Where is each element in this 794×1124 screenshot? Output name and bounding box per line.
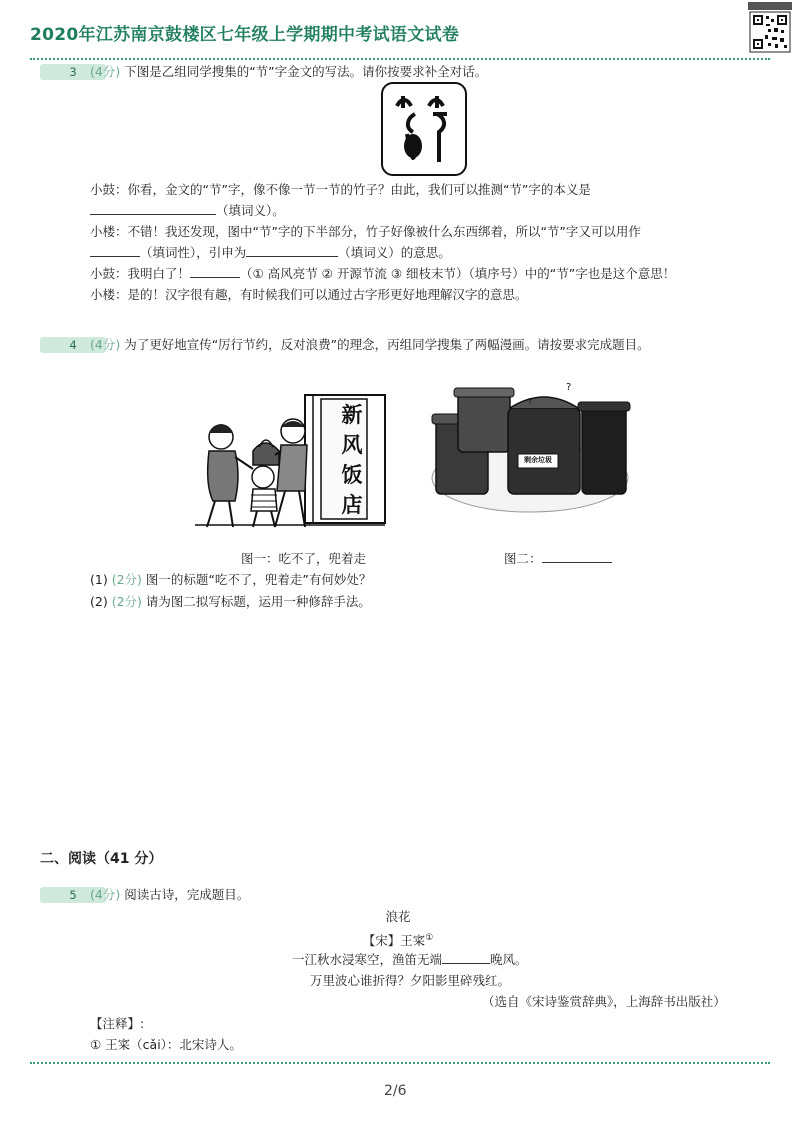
answer-blank[interactable] (90, 201, 216, 215)
poem-line-1: 一江秋水浸寒空，渔笛无端 晚风。 (292, 952, 528, 967)
answer-blank[interactable] (542, 549, 612, 563)
header-divider (30, 58, 770, 60)
dialogue-line-6: 小楼：是的！汉字很有趣，有时候我们可以通过古字形更好地理解汉字的意思。 (90, 287, 528, 302)
section-title: 二、阅读（41 分） (40, 851, 163, 867)
question-points: (4分) (90, 337, 121, 352)
question-number-badge: 4 (40, 337, 106, 353)
question-prompt (90, 335, 650, 355)
qr-code-icon (748, 2, 792, 54)
page-number: 2/6 (384, 1083, 407, 1099)
question-prompt (90, 62, 487, 82)
footnote-mark: ① (425, 933, 434, 943)
dialogue-line-5: 小鼓：我明白了！ （① 高风亮节 ② 开源节流 ③ 细枝末节）（填序号）中的“节”字也是这个意思！ (90, 266, 676, 281)
svg-text:?: ? (528, 397, 533, 406)
question-text: 阅读古诗，完成题目。 (124, 887, 250, 902)
dialogue-line-4: （填词性），引申为 （填词义）的意思。 (90, 243, 451, 263)
sub-question-1: (1) (2分) 图一的标题“吃不了，兜着走”有何妙处？ (90, 572, 372, 587)
poem-line-2: 万里波心谁折得？夕阳影里碎残红。 (310, 973, 511, 988)
note-item: ① 王寀（cǎi）：北宋诗人。 (90, 1037, 242, 1052)
dialogue-line-2: （填词义）。 (90, 201, 285, 221)
jinwen-jie-character (381, 82, 467, 176)
cartoon-garbage-bins-image (430, 378, 636, 516)
answer-blank[interactable] (90, 243, 140, 257)
question-number-badge: 5 (40, 887, 106, 903)
poem-source: （选自《宋诗鉴赏辞典》，上海辞书出版社） (482, 994, 726, 1009)
question-prompt (90, 885, 249, 905)
cartoon2-caption: 图二： (504, 549, 612, 569)
document-title: 2020年江苏南京鼓楼区七年级上学期期中考试语文试卷 (30, 25, 460, 45)
dialogue-line-3: 小楼：不错！我还发现，图中“节”字的下半部分，竹子好像被什么东西绑着，所以“节”字又可以用作 (90, 224, 641, 239)
question-number-badge: 3 (40, 64, 106, 80)
question-text: 下图是乙组同学搜集的“节”字金文的写法。请你按要求补全对话。 (124, 64, 488, 79)
restaurant-sign: 新风饭店 (341, 402, 363, 517)
answer-blank[interactable] (442, 950, 490, 964)
question-points: (4分) (90, 887, 121, 902)
dialogue-line-1: 小鼓：你看，金文的“节”字，像不像一节一节的竹子？由此，我们可以推测“节”字的本义是 (90, 182, 591, 197)
question-points: (4分) (90, 64, 121, 79)
bin-label: 剩余垃圾 (524, 456, 552, 464)
poem-title: 浪花 (385, 909, 411, 924)
cartoon1-caption: 图一：吃不了，兜着走 (241, 551, 367, 566)
svg-text:?: ? (566, 382, 572, 393)
sub-question-2: (2) (2分) 请为图二拟写标题，运用一种修辞手法。 (90, 594, 371, 609)
answer-blank[interactable] (190, 264, 240, 278)
question-text: 为了更好地宣传“厉行节约，反对浪费”的理念，丙组同学搜集了两幅漫画。请按要求完成题目。 (124, 337, 650, 352)
answer-blank[interactable] (246, 243, 338, 257)
footer-divider (30, 1062, 770, 1064)
poem-author: 【宋】王寀① (362, 933, 434, 949)
notes-label: 【注释】: (90, 1016, 145, 1031)
